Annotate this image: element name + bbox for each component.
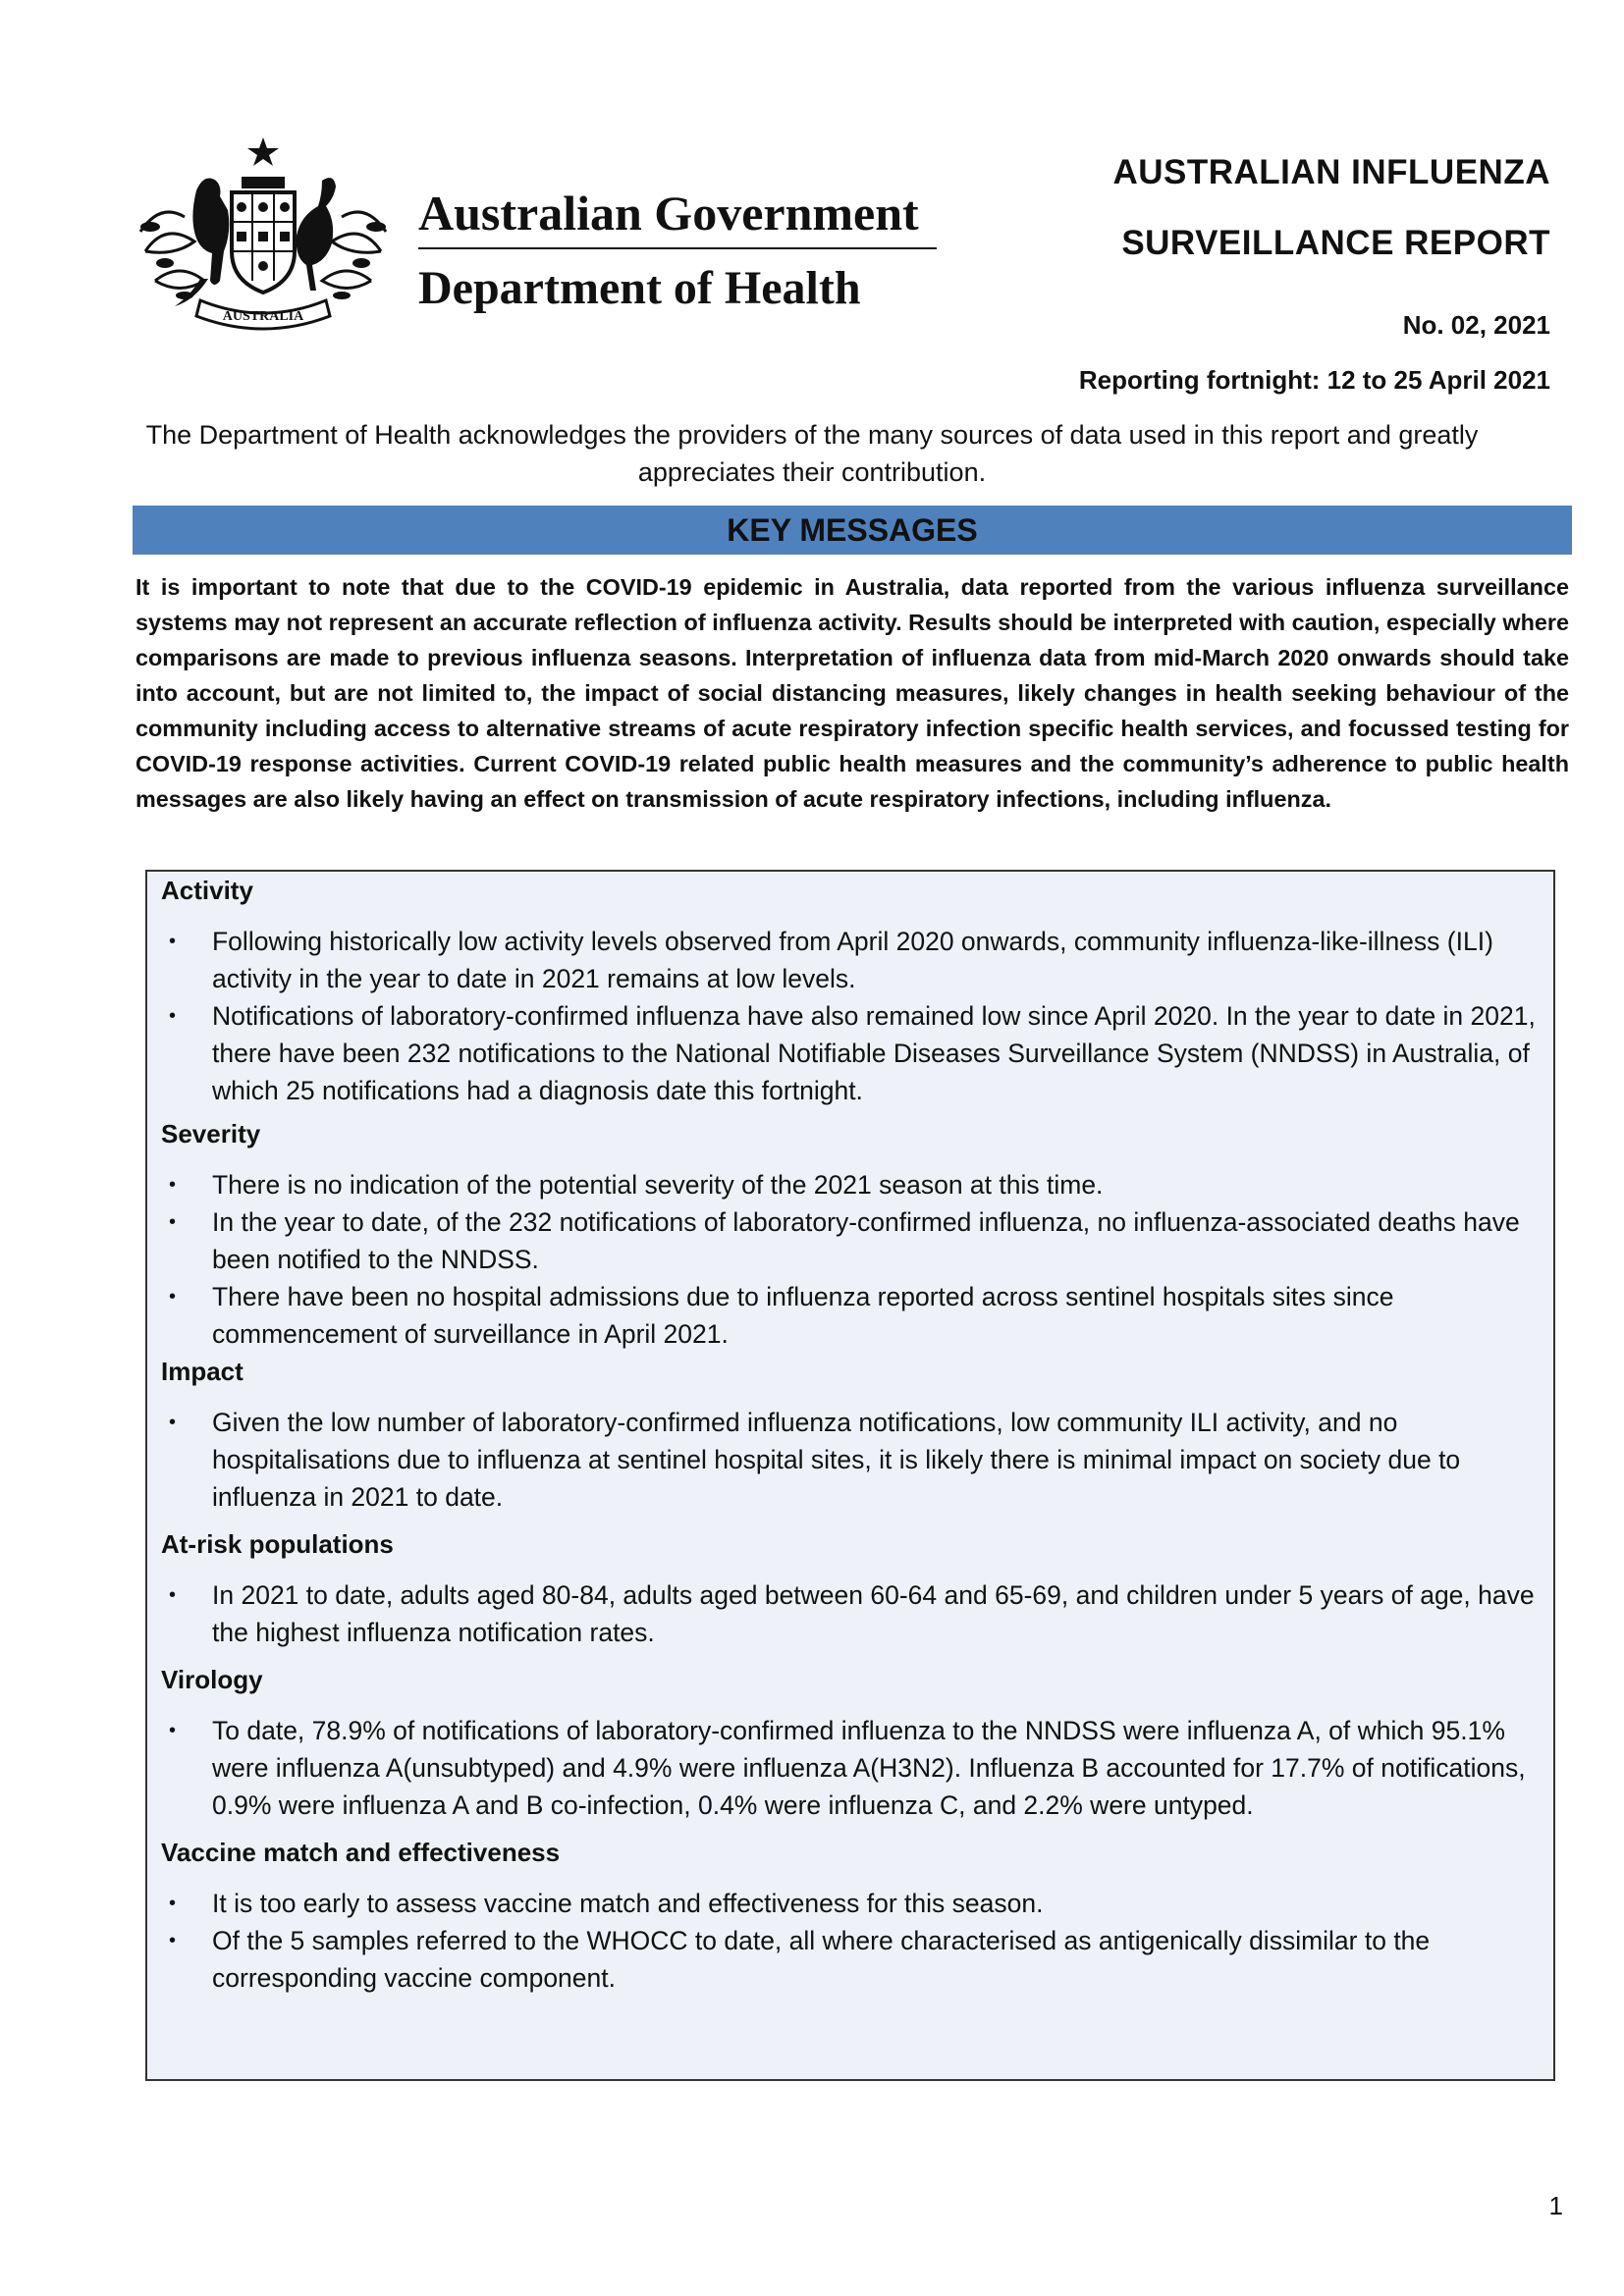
- bullet-list: [161, 1166, 1540, 1353]
- list-item: • Of the 5 samples referred to the WHOCC to date, all where characterised as antigenically dissimilar to the corresponding vaccine component.: [161, 1922, 1540, 1997]
- section-vaccine-match: [161, 1834, 1540, 1997]
- department-name: Department of Health: [418, 262, 861, 314]
- crest-scroll-text: AUSTRALIA: [222, 309, 304, 324]
- key-messages-box: [145, 870, 1555, 2081]
- section-heading: Vaccine match and effectiveness: [161, 1838, 561, 1867]
- report-title-line1: AUSTRALIAN INFLUENZA: [1112, 153, 1550, 191]
- key-messages-intro: It is important to note that due to the COVID-19 epidemic in Australia, data reported from the various influenza surveillance systems may not represent an accurate reflection of influenza activity. Results should be interpreted with caution, especially where comparisons are made to previous influenza seasons. Interpretation of influenza data from mid-March 2020 onwards should take into account, but are not limited to, the impact of social distancing measures, likely changes in health seeking behaviour of the community including access to alternative streams of acute respiratory infection specific health services, and focussed testing for COVID-19 response activities. Current COVID-19 related public health measures and the community’s adherence to public health messages are also likely having an effect on transmission of acute respiratory infections, including influenza.: [135, 574, 1569, 812]
- list-item: • Notifications of laboratory-confirmed influenza have also remained low since April 2020. In the year to date in 2021, there have been 232 notifications to the National Notifiable Diseases Surveillance System (NNDSS) in Australia, of which 25 notifications had a diagnosis date this fortnight.: [161, 997, 1540, 1109]
- bullet-icon: •: [169, 1584, 177, 1606]
- issue-number: No. 02, 2021: [1402, 310, 1550, 340]
- government-wordmark: [418, 185, 948, 316]
- list-item: • To date, 78.9% of notifications of laboratory-confirmed influenza to the NNDSS were influenza A, of which 95.1% were influenza A(unsubtyped) and 4.9% were influenza A(H3N2). Influenza B accounted for 17.7% of notifications, 0.9% were influenza A and B co-infection, 0.4% were influenza C, and 2.2% were untyped.: [161, 1712, 1540, 1824]
- section-heading: Severity: [161, 1119, 261, 1148]
- list-item: • There have been no hospital admissions due to influenza reported across sentinel hospitals sites since commencement of surveillance in April 2021.: [161, 1278, 1540, 1353]
- wordmark-divider: [418, 247, 937, 249]
- list-item: • There is no indication of the potential severity of the 2021 season at this time.: [161, 1166, 1540, 1203]
- australian-government-logo: [126, 133, 941, 340]
- bullet-icon: •: [169, 1930, 177, 1951]
- list-item: • It is too early to assess vaccine match and effectiveness for this season.: [161, 1885, 1540, 1922]
- section-impact: [161, 1353, 1540, 1516]
- list-item: • In the year to date, of the 232 notifications of laboratory-confirmed influenza, no influenza-associated deaths have been notified to the NNDSS.: [161, 1203, 1540, 1278]
- reporting-fortnight: Reporting fortnight: 12 to 25 April 2021: [1078, 365, 1550, 395]
- bullet-list: [161, 1404, 1540, 1516]
- section-virology: [161, 1661, 1540, 1824]
- bullet-icon: •: [169, 1720, 177, 1741]
- bullet-list: [161, 1576, 1540, 1651]
- bullet-icon: •: [169, 1005, 177, 1027]
- section-at-risk-populations: [161, 1525, 1540, 1651]
- bullet-list: [161, 1885, 1540, 1997]
- list-item: • Given the low number of laboratory-confirmed influenza notifications, low community ILI activity, and no hospitalisations due to influenza at sentinel hospital sites, it is likely there is minimal impact on society due to influenza in 2021 to date.: [161, 1404, 1540, 1516]
- section-activity: [161, 872, 1540, 1109]
- bullet-icon: •: [169, 1174, 177, 1196]
- bullet-icon: •: [169, 1211, 177, 1233]
- report-title-line2: SURVEILLANCE REPORT: [1121, 224, 1550, 262]
- bullet-icon: •: [169, 1893, 177, 1914]
- coat-of-arms-icon: [126, 133, 401, 340]
- list-item: • In 2021 to date, adults aged 80-84, adults aged between 60-64 and 65-69, and children under 5 years of age, have the highest influenza notification rates.: [161, 1576, 1540, 1651]
- section-heading: At-risk populations: [161, 1529, 394, 1559]
- list-item: • Following historically low activity levels observed from April 2020 onwards, community influenza-like-illness (ILI) activity in the year to date in 2021 remains at low levels.: [161, 923, 1540, 997]
- bullet-icon: •: [169, 931, 177, 952]
- key-messages-heading: KEY MESSAGES: [133, 506, 1572, 555]
- acknowledgement: The Department of Health acknowledges the providers of the many sources of data used in this report and greatly appreciates their contribution.: [145, 420, 1479, 487]
- section-severity: [161, 1115, 1540, 1353]
- section-heading: Activity: [161, 876, 253, 905]
- bullet-icon: •: [169, 1412, 177, 1433]
- section-heading: Virology: [161, 1665, 263, 1694]
- government-name: Australian Government: [418, 186, 919, 240]
- report-title: [1112, 137, 1550, 279]
- bullet-list: [161, 923, 1540, 1109]
- page-number: 1: [1548, 2191, 1563, 2220]
- section-heading: Impact: [161, 1357, 244, 1386]
- bullet-list: [161, 1712, 1540, 1824]
- bullet-icon: •: [169, 1286, 177, 1308]
